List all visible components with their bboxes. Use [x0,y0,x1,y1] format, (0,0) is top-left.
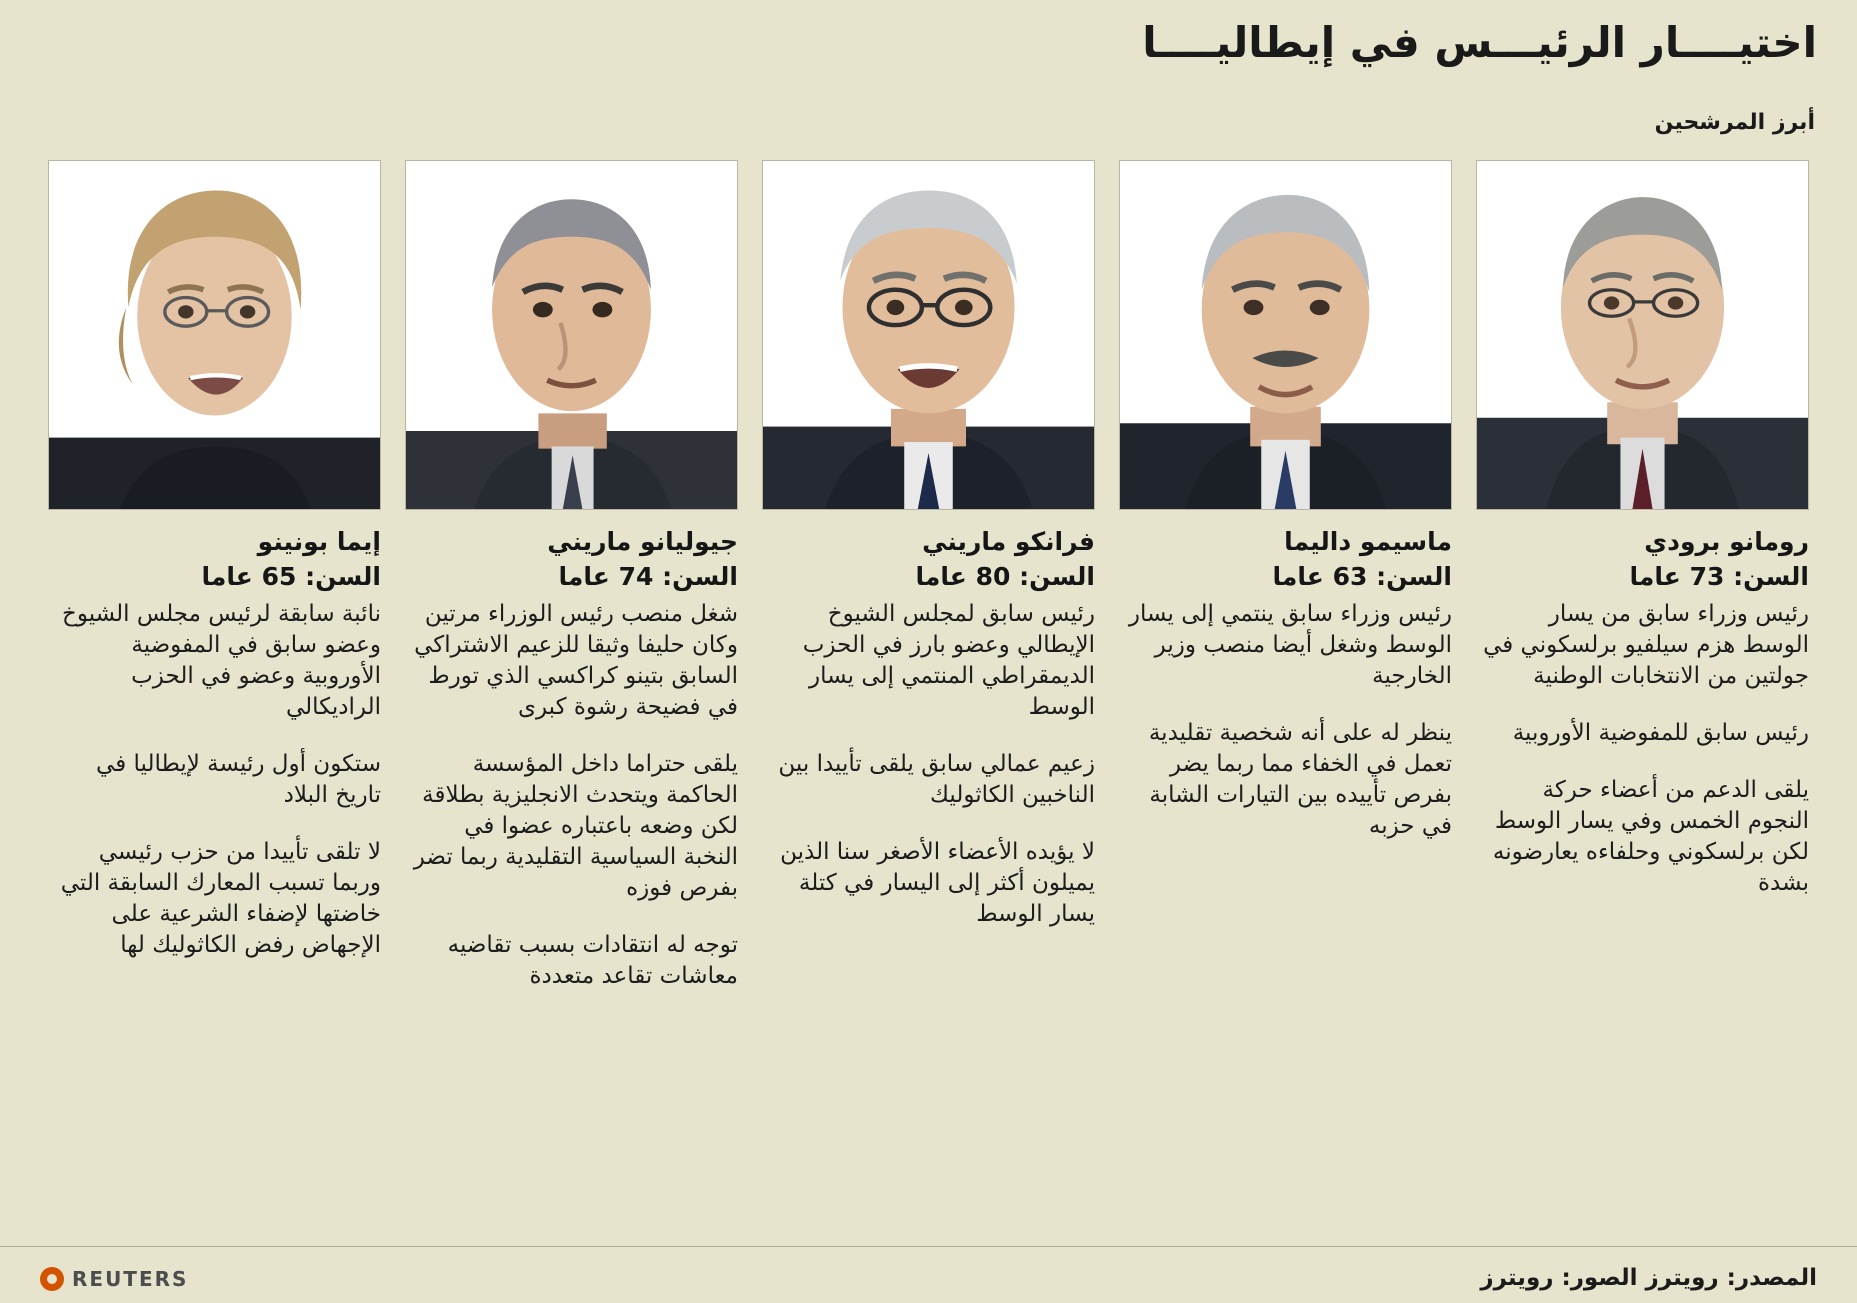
candidate-age: السن: 74 عاما [558,562,738,592]
subtitle: أبرز المرشحين [1654,110,1815,135]
candidate-photo-frame [1119,160,1452,510]
source-credit: المصدر: رويترز الصور: رويترز [1480,1265,1817,1291]
candidate-name: فرانكو ماريني [922,527,1095,556]
candidate-note: رئيس سابق للمفوضية الأوروبية [1512,719,1809,746]
candidate-age: السن: 80 عاما [915,562,1095,592]
portrait-massimo-dalema [1120,161,1451,509]
candidate-role: رئيس وزراء سابق ينتمي إلى يسار الوسط وشغل أيضا منصب وزير الخارجية [1128,600,1452,689]
candidate-photo-frame [405,160,738,510]
footer-divider [0,1246,1857,1247]
candidate-name: إيما بونينو [257,527,381,556]
candidate-age: السن: 73 عاما [1629,562,1809,592]
candidate-notes [1476,718,1809,899]
candidate-note: زعيم عمالي سابق يلقى تأييدا بين الناخبين الكاثوليك [778,750,1095,808]
candidate-card [1464,160,1821,1018]
candidate-note: لا تلقى تأييدا من حزب رئيسي وربما تسبب المعارك السابقة التي خاضتها لإضفاء الشرعية على الإجهاض رفض الكاثوليك لها [60,838,381,958]
reuters-wordmark: REUTERS [72,1267,189,1291]
portrait-romano-prodi [1477,161,1808,509]
candidate-notes [1119,718,1452,842]
candidate-photo-frame [762,160,1095,510]
portrait-franco-marini [763,161,1094,509]
candidate-card [36,160,393,1018]
candidate-note: ستكون أول رئيسة لإيطاليا في تاريخ البلاد [96,750,381,808]
candidate-role: شغل منصب رئيس الوزراء مرتين وكان حليفا وثيقا للزعيم الاشتراكي السابق بتينو كراكسي الذي تورط في فضيحة رشوة كبرى [414,600,738,720]
candidate-photo-frame [1476,160,1809,510]
candidate-note: ينظر له على أنه شخصية تقليدية تعمل في الخفاء مما ربما يضر بفرص تأييده بين التيارات الشابة في حزبه [1148,719,1452,839]
candidate-role: نائبة سابقة لرئيس مجلس الشيوخ وعضو سابق في المفوضية الأوروبية وعضو في الحزب الراديكالي [61,600,381,720]
candidate-notes [48,749,381,961]
candidate-note: توجه له انتقادات بسبب تقاضيه معاشات تقاعد متعددة [447,931,738,989]
candidate-note: يلقى الدعم من أعضاء حركة النجوم الخمس وفي يسار الوسط لكن برلسكوني وحلفاءه يعارضونه بشدة [1492,776,1809,896]
candidate-card [393,160,750,1018]
candidate-name: رومانو برودي [1644,527,1809,556]
candidate-notes [762,749,1095,930]
candidates-row [36,160,1821,1018]
candidate-age: السن: 65 عاما [201,562,381,592]
candidate-note: لا يؤيده الأعضاء الأصغر سنا الذين يميلون أكثر إلى اليسار في كتلة يسار الوسط [780,838,1095,927]
candidate-photo-frame [48,160,381,510]
candidate-role: رئيس وزراء سابق من يسار الوسط هزم سيلفيو برلسكوني في جولتين من الانتخابات الوطنية [1483,600,1809,689]
candidate-name: جيوليانو ماريني [547,527,738,556]
candidate-note: يلقى حتراما داخل المؤسسة الحاكمة ويتحدث الانجليزية بطلاقة لكن وضعه باعتباره عضوا في النخبة السياسية التقليدية ربما تضر بفرص فوزه [413,750,738,901]
candidate-name: ماسيمو داليما [1284,527,1452,556]
candidate-role: رئيس سابق لمجلس الشيوخ الإيطالي وعضو بارز في الحزب الديمقراطي المنتمي إلى يسار الوسط [802,600,1095,720]
portrait-giuliano-amato [406,161,737,509]
reuters-logo [40,1267,188,1291]
candidate-age: السن: 63 عاما [1272,562,1452,592]
candidate-card [750,160,1107,1018]
candidate-notes [405,749,738,992]
candidate-card [1107,160,1464,1018]
reuters-dot-icon [40,1267,64,1291]
page-title: اختيــــار الرئيـــس في إيطاليــــا [1142,18,1817,67]
portrait-emma-bonino [49,161,380,509]
